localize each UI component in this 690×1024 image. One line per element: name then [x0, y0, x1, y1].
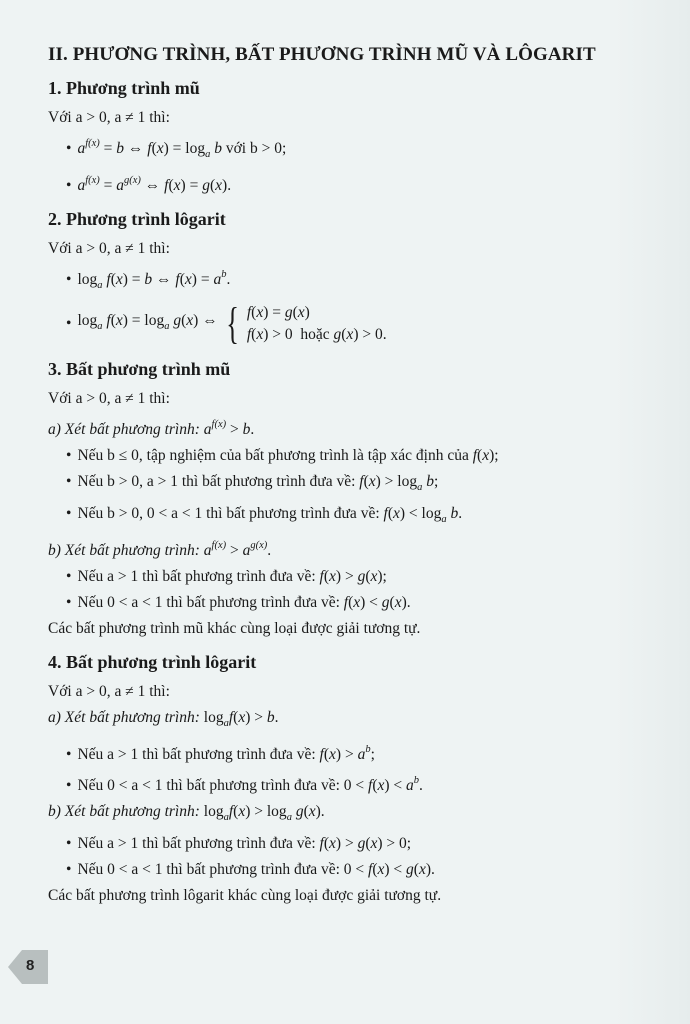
case-a-label: a) Xét bất phương trình: $a^{f(x)} > b$.: [48, 419, 255, 438]
case-b-label: b) Xét bất phương trình: $a^{f(x)} > a^{g(x)}$.: [48, 540, 272, 559]
formula-exp-eq-1: • $a^{f(x)} = b$ ⇔ $f(x) = \log_a b$ với b > 0;: [48, 131, 618, 168]
note-text: Các bất phương trình mũ khác cùng loại được giải tương tự.: [48, 620, 421, 637]
case-a-item-1: • Nếu a > 1 thì bất phương trình đưa về: $f(x) > a^b$;: [48, 737, 618, 768]
or-word: hoặc: [300, 326, 330, 343]
heading-logarithmic-equation: 2. Phương trình lôgarit: [48, 209, 226, 229]
heading-logarithmic-inequality: 4. Bất phương trình lôgarit: [48, 652, 257, 672]
page-number-tab: [8, 950, 48, 984]
case-a-item-1: • Nếu b ≤ 0, tập nghiệm của bất phương trình là tập xác định của f(x);: [48, 443, 618, 469]
formula-tail: .: [227, 177, 232, 194]
condition-text: Với a > 0, a ≠ 1 thì:: [48, 109, 170, 126]
case-a-item-3: • Nếu b > 0, 0 < a < 1 thì bất phương trình đưa về: $f(x) < \log_a b$.: [48, 501, 618, 533]
formula-tail: với b > 0;: [221, 140, 287, 157]
condition-text: Với a > 0, a ≠ 1 thì:: [48, 240, 170, 257]
case-b-item-1: • Nếu a > 1 thì bất phương trình đưa về: f(x) > g(x) > 0;: [48, 831, 618, 857]
case-b-item-2: • Nếu 0 < a < 1 thì bất phương trình đưa về: 0 < f(x) < g(x).: [48, 857, 618, 883]
note-text: Các bất phương trình lôgarit khác cùng loại được giải tương tự.: [48, 887, 442, 904]
page-content: [48, 44, 618, 909]
heading-exponential-inequality: 3. Bất phương trình mũ: [48, 359, 231, 379]
formula-log-eq-2: • $\log_a f(x) = \log_a g(x)$ ⇔ { f(x) = g(x) f(x) > 0 hoặc g(x) > 0.: [48, 299, 618, 349]
equation-system: { f(x) = g(x) f(x) > 0 hoặc g(x) > 0.: [225, 299, 387, 348]
case-b-item-1: • Nếu a > 1 thì bất phương trình đưa về: f(x) > g(x);: [48, 564, 618, 590]
bleed-through-shadow: [615, 0, 690, 1024]
section-title: II. PHƯƠNG TRÌNH, BẤT PHƯƠNG TRÌNH MŨ VÀ LÔGARIT: [48, 44, 596, 65]
page-number: 8: [26, 957, 35, 974]
case-a-item-2: • Nếu b > 0, a > 1 thì bất phương trình đưa về: $f(x) > \log_a b$;: [48, 469, 618, 501]
case-a-label: a) Xét bất phương trình: $\log_af(x) > b$.: [48, 709, 279, 729]
condition-text: Với a > 0, a ≠ 1 thì:: [48, 683, 170, 700]
case-a-item-2: • Nếu 0 < a < 1 thì bất phương trình đưa về: $0 < f(x) < a^b$.: [48, 768, 618, 799]
condition-text: Với a > 0, a ≠ 1 thì:: [48, 390, 170, 407]
formula-exp-eq-2: • $a^{f(x)} = a^{g(x)}$ ⇔ f(x) = g(x).: [48, 168, 618, 199]
formula-log-eq-1: • $\log_a f(x) = b$ ⇔ $f(x) = a^b$.: [48, 262, 618, 299]
brace-icon: {: [225, 299, 239, 348]
heading-exponential-equation: 1. Phương trình mũ: [48, 78, 200, 98]
case-b-item-2: • Nếu 0 < a < 1 thì bất phương trình đưa về: f(x) < g(x).: [48, 590, 618, 616]
case-b-label: b) Xét bất phương trình: $\log_af(x) > \log_a g(x)$.: [48, 803, 325, 823]
